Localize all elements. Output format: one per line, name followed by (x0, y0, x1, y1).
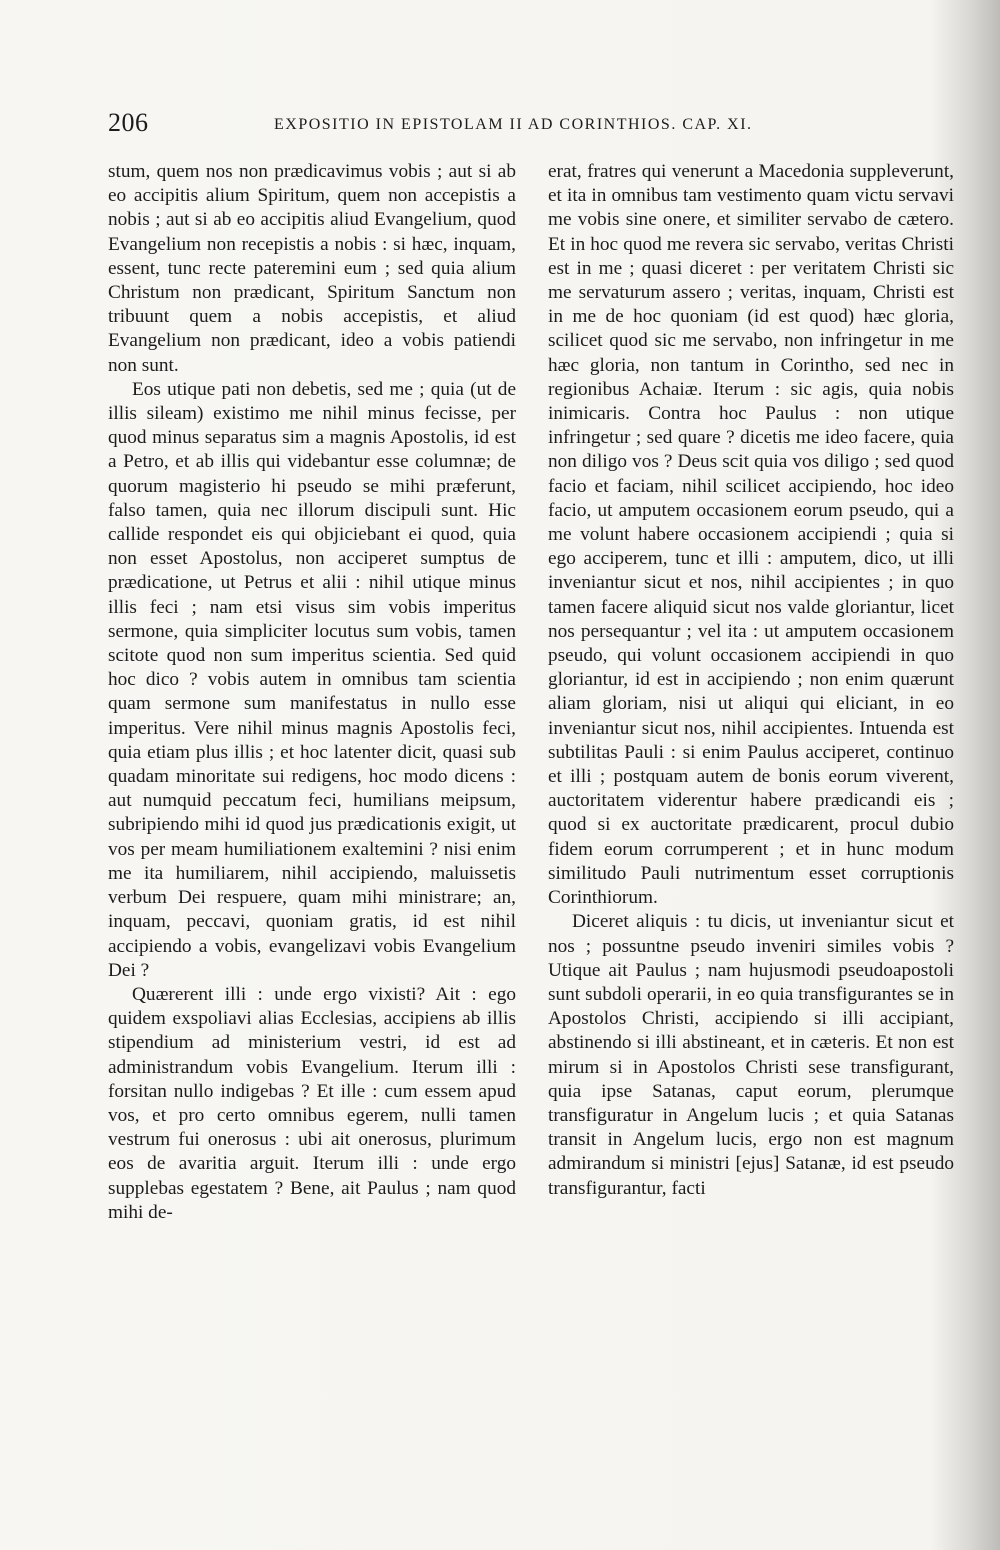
paragraph: stum, quem nos non prædicavimus vobis ; aut si ab eo accipitis alium Spiritum, quem non accepistis a nobis ; aut si ab eo accipitis aliud Evangelium, quod Evangelium non recepistis a nobis : si hæc, inquam, essent, tunc recte pateremini eum ; sed quia alium Christum non prædicant, Spiritum Sanctum non tribuunt quem a nobis accepistis, et aliud Evangelium non prædicant, ideo a vobis patiendi non sunt. (108, 161, 516, 376)
page-number: 206 (108, 108, 149, 137)
right-column (548, 160, 954, 1201)
left-column (108, 160, 516, 1225)
paragraph: Eos utique pati non debetis, sed me ; quia (ut de illis sileam) existimo me nihil minus fecisse, per quod minus separatus sim a magnis Apostolis, id est a Petro, et ab illis qui videbantur esse columnæ; de quorum magisterio hi pseudo se mihi præferunt, falso tamen, quia nec illorum discipuli sunt. Hic callide respondet eis qui objiciebant ei quod, quia non esset Apostolus, non acciperet sumptus de prædicatione, ut Petrus et alii : nihil utique minus illis feci ; nam etsi visus sim vobis imperitus sermone, quia simpliciter locutus sum vobis, tamen scitote quod non sum imperitus scientia. Sed quid hoc dico ? vobis autem in omnibus tam scientia quam sermone sum manifestatus in nullo esse imperitus. Vere nihil minus magnis Apostolis feci, quia etiam plus illis ; et hoc latenter dicit, quasi sub quadam minoritate sui redigens, hoc modo dicens : aut numquid peccatum feci, humilians meipsum, subripiendo mihi id quod jus prædicationis exigit, ut vos per meam humiliationem exaltemini ? nisi enim me ita humiliarem, nihil accipiendo, maluissetis verbum Dei respuere, quam mihi ministrare; an, inquam, peccavi, quoniam gratis, id est nihil accipiendo a vobis, evangelizavi vobis Evangelium Dei ? (108, 378, 516, 981)
page-header (108, 108, 808, 138)
running-head: EXPOSITIO IN EPISTOLAM II AD CORINTHIOS. CAP. XI. (274, 116, 753, 133)
paragraph: erat, fratres qui venerunt a Macedonia suppleverunt, et ita in omnibus tam vestimento quam victu servavi me vobis sine onere, et similiter servabo de cætero. Et in hoc quod me revera sic servabo, veritas Christi est in me ; quasi diceret : per veritatem Christi sic me servaturum assero ; veritas, inquam, Christi est in me de hoc quoniam (id est quod) hæc gloria, scilicet quod sic me servabo, non infringetur in me hæc gloria, non tantum in Corintho, sed nec in regionibus Achaiæ. Iterum : sic agis, quia nobis inimicaris. Contra hoc Paulus : non utique infringetur ; sed quare ? dicetis me ideo facere, quia non diligo vos ? Deus scit quia vos diligo ; sed quod facio et faciam, nihil scilicet accipiendo, hoc ideo facio, ut amputem occasionem eorum pseudo, qui a me volunt habere occasionem accipiendi ; quia si ego acciperem, tunc et illi : amputem, dico, ut illi inveniantur sicut et nos, nihil accipientes ; in quo tamen facere aliquid sicut nos valde gloriantur, licet nos persequantur ; vel ita : ut amputem occasionem pseudo, qui volunt occasionem accipiendi in quo gloriantur, id est in accipiendo ; non enim quærunt aliam gloriam, nisi ut aliqui qui eliciant, in eo inveniantur sicut nos, nihil accipientes. Intuenda est subtilitas Pauli : si enim Paulus acciperet, continuo et illi ; postquam autem de bonis eorum viverent, auctoritatem viderentur habere prædicandi eis ; quod si ex auctoritate prædicarent, procul dubio fidem eorum corrumperent ; et in hunc modum similitudo Pauli nutrimentum esset corruptionis Corinthiorum. (548, 161, 954, 909)
paragraph: Diceret aliquis : tu dicis, ut inveniantur sicut et nos ; possuntne pseudo inveniri similes vobis ? Utique ait Paulus ; nam hujusmodi pseudoapostoli sunt subdoli operarii, in eo quia transfigurantes se in Apostolos Christi, accipiendo si illi accipiant, abstinendo si illi abstineant, et in cæteris. Et non est mirum si in Apostolos Christi sese transfigurant, quia ipse Satanas, caput eorum, plerumque transfiguratur in Angelum lucis ; et quia Satanas transit in Angelum lucis, ergo non est magnum admirandum si ministri [ejus] Satanæ, id est pseudo transfigurantur, facti (548, 911, 954, 1199)
paragraph: Quærerent illi : unde ergo vixisti? Ait : ego quidem exspoliavi alias Ecclesias, accipiens ab illis stipendium ad ministerium vestri, id est ad administrandum vobis Evangelium. Iterum illi : forsitan nullo indigebas ? Et ille : cum essem apud vos, et pro certo omnibus egerem, nulli tamen vestrum fui onerosus : ubi ait onerosus, plurimum eos de avaritia arguit. Iterum illi : unde ergo supplebas egestatem ? Bene, ait Paulus ; nam quod mihi de- (108, 983, 516, 1223)
